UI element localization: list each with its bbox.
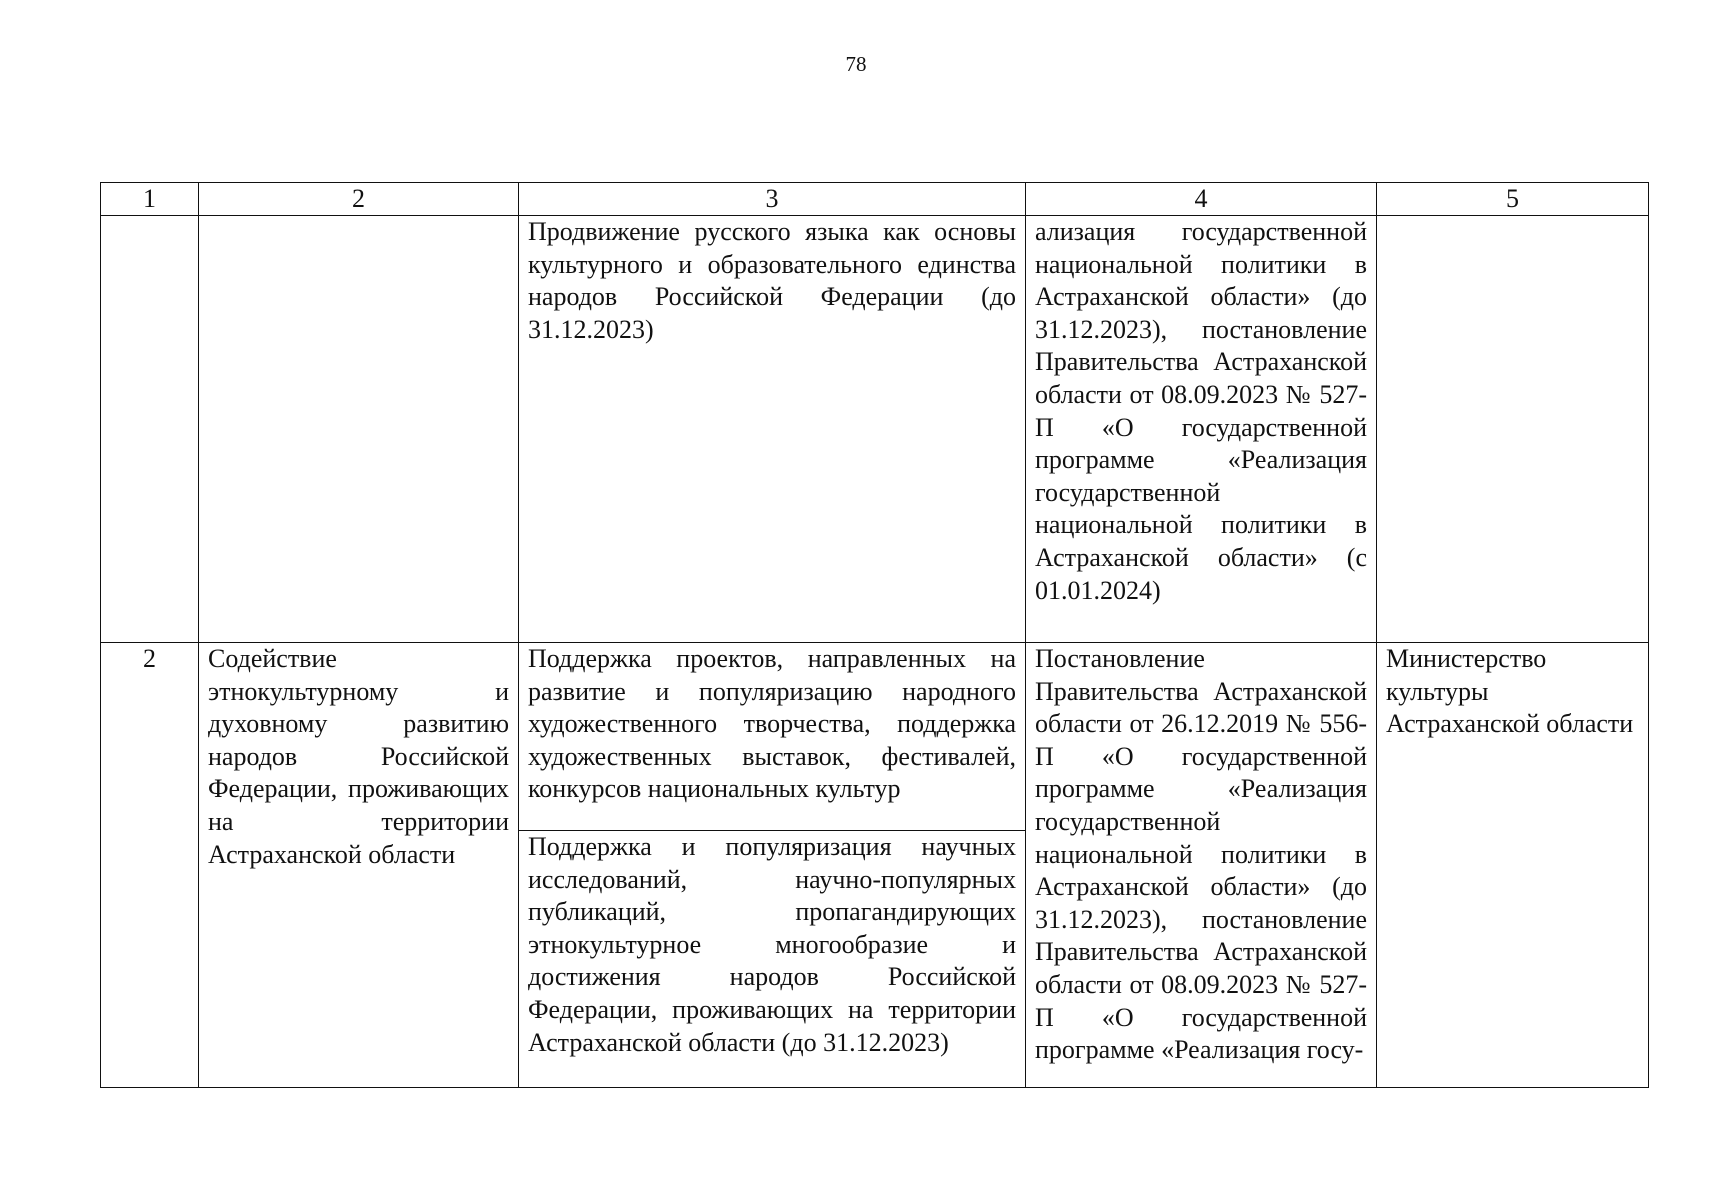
header-col-3: 3 (519, 183, 1026, 216)
row2-number-cell: 2 (101, 643, 199, 1088)
header-col-4: 4 (1026, 183, 1377, 216)
row2-measure-cell-2: Поддержка и популяризация научных исследований, научно-популярных публикаций, пропагандирующих этнокультурное многообразие и достижения народов Российской Федерации, проживающих на территории Астраханской области (до 31.12.2023) (519, 831, 1026, 1088)
table-row (101, 643, 1649, 831)
row2-name-cell: Содействие этнокультурному и духовному развитию народов Российской Федерации, проживающих на территории Астраханской области (199, 643, 519, 1088)
row1-name-cell (199, 216, 519, 643)
header-col-2: 2 (199, 183, 519, 216)
header-col-5: 5 (1377, 183, 1649, 216)
row2-measure-cell-1: Поддержка проектов, направленных на развитие и популяризацию народного художественного творчества, поддержка художественных выставок, фестивалей, конкурсов национальных культур (519, 643, 1026, 831)
row1-measure-cell: Продвижение русского языка как основы культурного и образовательного единства народов Российской Федерации (до 31.12.2023) (519, 216, 1026, 643)
document-table (100, 182, 1649, 1088)
table-header-row (101, 183, 1649, 216)
table-row (101, 216, 1649, 643)
header-col-1: 1 (101, 183, 199, 216)
row1-document-cell: ализация государственной национальной политики в Астраханской области» (до 31.12.2023), постановление Правительства Астраханской области от 08.09.2023 № 527-П «О государственной программе «Реализация государственной национальной политики в Астраханской области» (с 01.01.2024) (1026, 216, 1377, 643)
row2-document-cell: Постановление Правительства Астраханской области от 26.12.2019 № 556-П «О государственной программе «Реализация государственной национальной политики в Астраханской области» (до 31.12.2023), постановление Правительства Астраханской области от 08.09.2023 № 527-П «О государственной программе «Реализация госу- (1026, 643, 1377, 1088)
row1-number-cell (101, 216, 199, 643)
page-number: 78 (845, 52, 867, 76)
row1-executor-cell (1377, 216, 1649, 643)
row2-executor-cell: Министерство культуры Астраханской области (1377, 643, 1649, 1088)
